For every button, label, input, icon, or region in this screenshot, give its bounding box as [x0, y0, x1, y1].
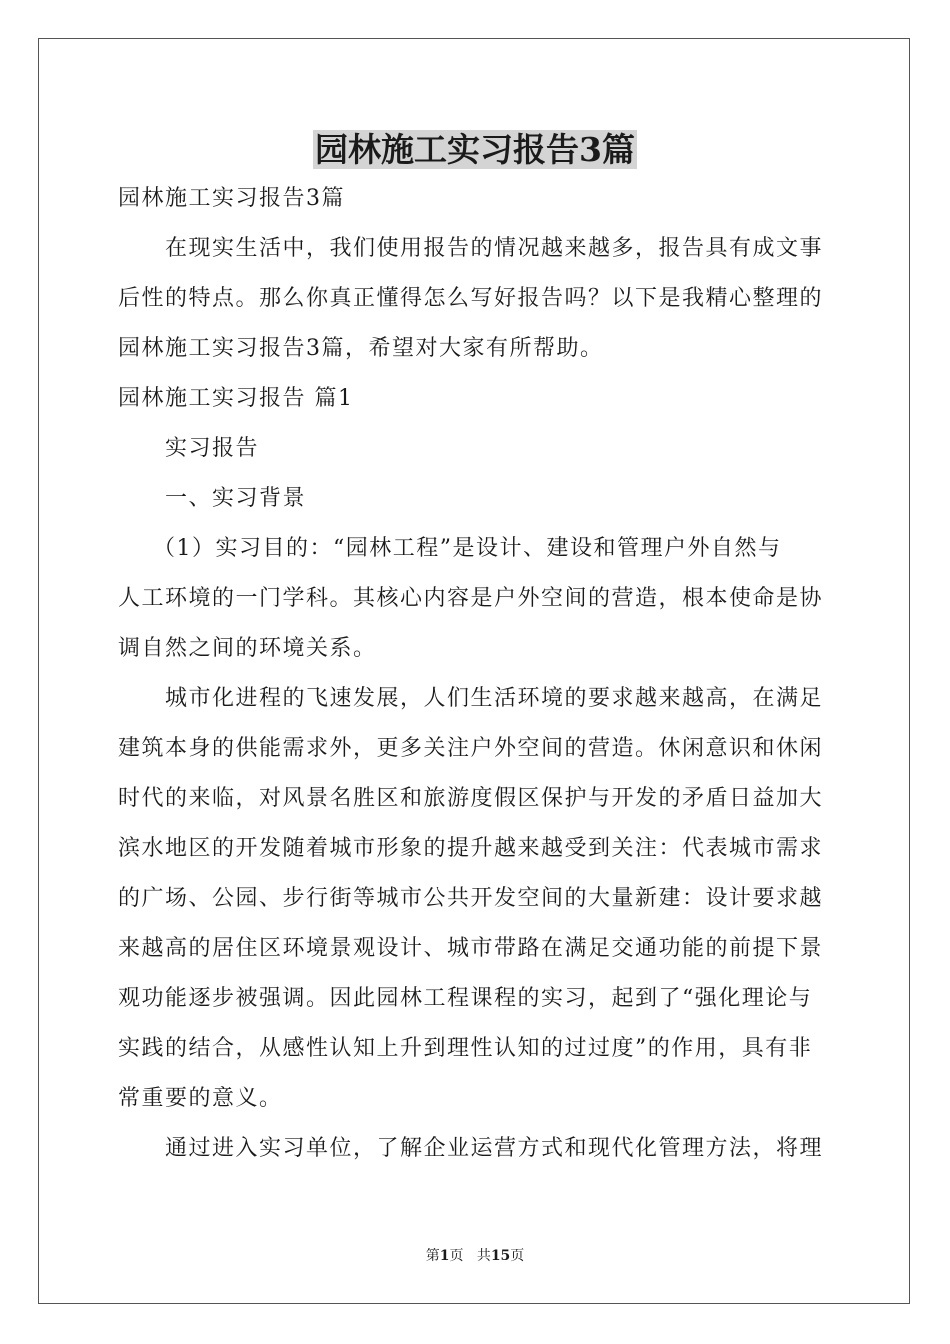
- document-title: [0, 124, 950, 176]
- body-paragraph-line: 建筑本身的供能需求外，更多关注户外空间的营造。休闲意识和休闲: [118, 736, 824, 761]
- page-footer: [0, 1246, 950, 1266]
- page-unit: 页: [449, 1248, 464, 1264]
- background-heading: 一、实习背景: [165, 486, 307, 511]
- body-paragraph-line: 通过进入实习单位，了解企业运营方式和现代化管理方法，将理: [165, 1136, 824, 1161]
- purpose-paragraph-line: 人工环境的一门学科。其核心内容是户外空间的营造，根本使命是协: [118, 586, 824, 611]
- body-paragraph-line: 的广场、公园、步行街等城市公共开发空间的大量新建：设计要求越: [118, 886, 824, 911]
- body-paragraph-line: 实践的结合，从感性认知上升到理性认知的过过度”的作用，具有非: [118, 1036, 813, 1061]
- total-prefix: 共: [476, 1248, 491, 1264]
- intro-paragraph-line: 在现实生活中，我们使用报告的情况越来越多，报告具有成文事: [165, 236, 824, 261]
- page-prefix: 第: [425, 1248, 440, 1264]
- body-paragraph-line: 时代的来临，对风景名胜区和旅游度假区保护与开发的矛盾日益加大: [118, 786, 824, 811]
- body-paragraph-line: 常重要的意义。: [118, 1086, 283, 1111]
- purpose-paragraph-line: 调自然之间的环境关系。: [118, 636, 377, 661]
- purpose-paragraph-line: （1）实习目的：“园林工程”是设计、建设和管理户外自然与: [153, 536, 782, 561]
- body-paragraph-line: 来越高的居住区环境景观设计、城市带路在满足交通功能的前提下景: [118, 936, 824, 961]
- document-title-text: 园林施工实习报告3篇: [315, 130, 635, 169]
- body-paragraph-line: 观功能逐步被强调。因此园林工程课程的实习，起到了“强化理论与: [118, 986, 813, 1011]
- report-heading: 实习报告: [165, 436, 260, 461]
- body-paragraph-line: 城市化进程的飞速发展，人们生活环境的要求越来越高，在满足: [165, 686, 824, 711]
- total-pages: 15: [490, 1248, 511, 1264]
- intro-paragraph-line: 园林施工实习报告3篇，希望对大家有所帮助。: [118, 336, 604, 361]
- total-unit: 页: [510, 1248, 525, 1264]
- document-body: [118, 174, 838, 1174]
- subtitle-line: 园林施工实习报告3篇: [118, 186, 345, 211]
- page-number: 1: [439, 1248, 450, 1264]
- intro-paragraph-line: 后性的特点。那么你真正懂得怎么写好报告吗？以下是我精心整理的: [118, 286, 824, 311]
- body-paragraph-line: 滨水地区的开发随着城市形象的提升越来越受到关注：代表城市需求: [118, 836, 824, 861]
- section-heading: 园林施工实习报告 篇1: [118, 386, 354, 411]
